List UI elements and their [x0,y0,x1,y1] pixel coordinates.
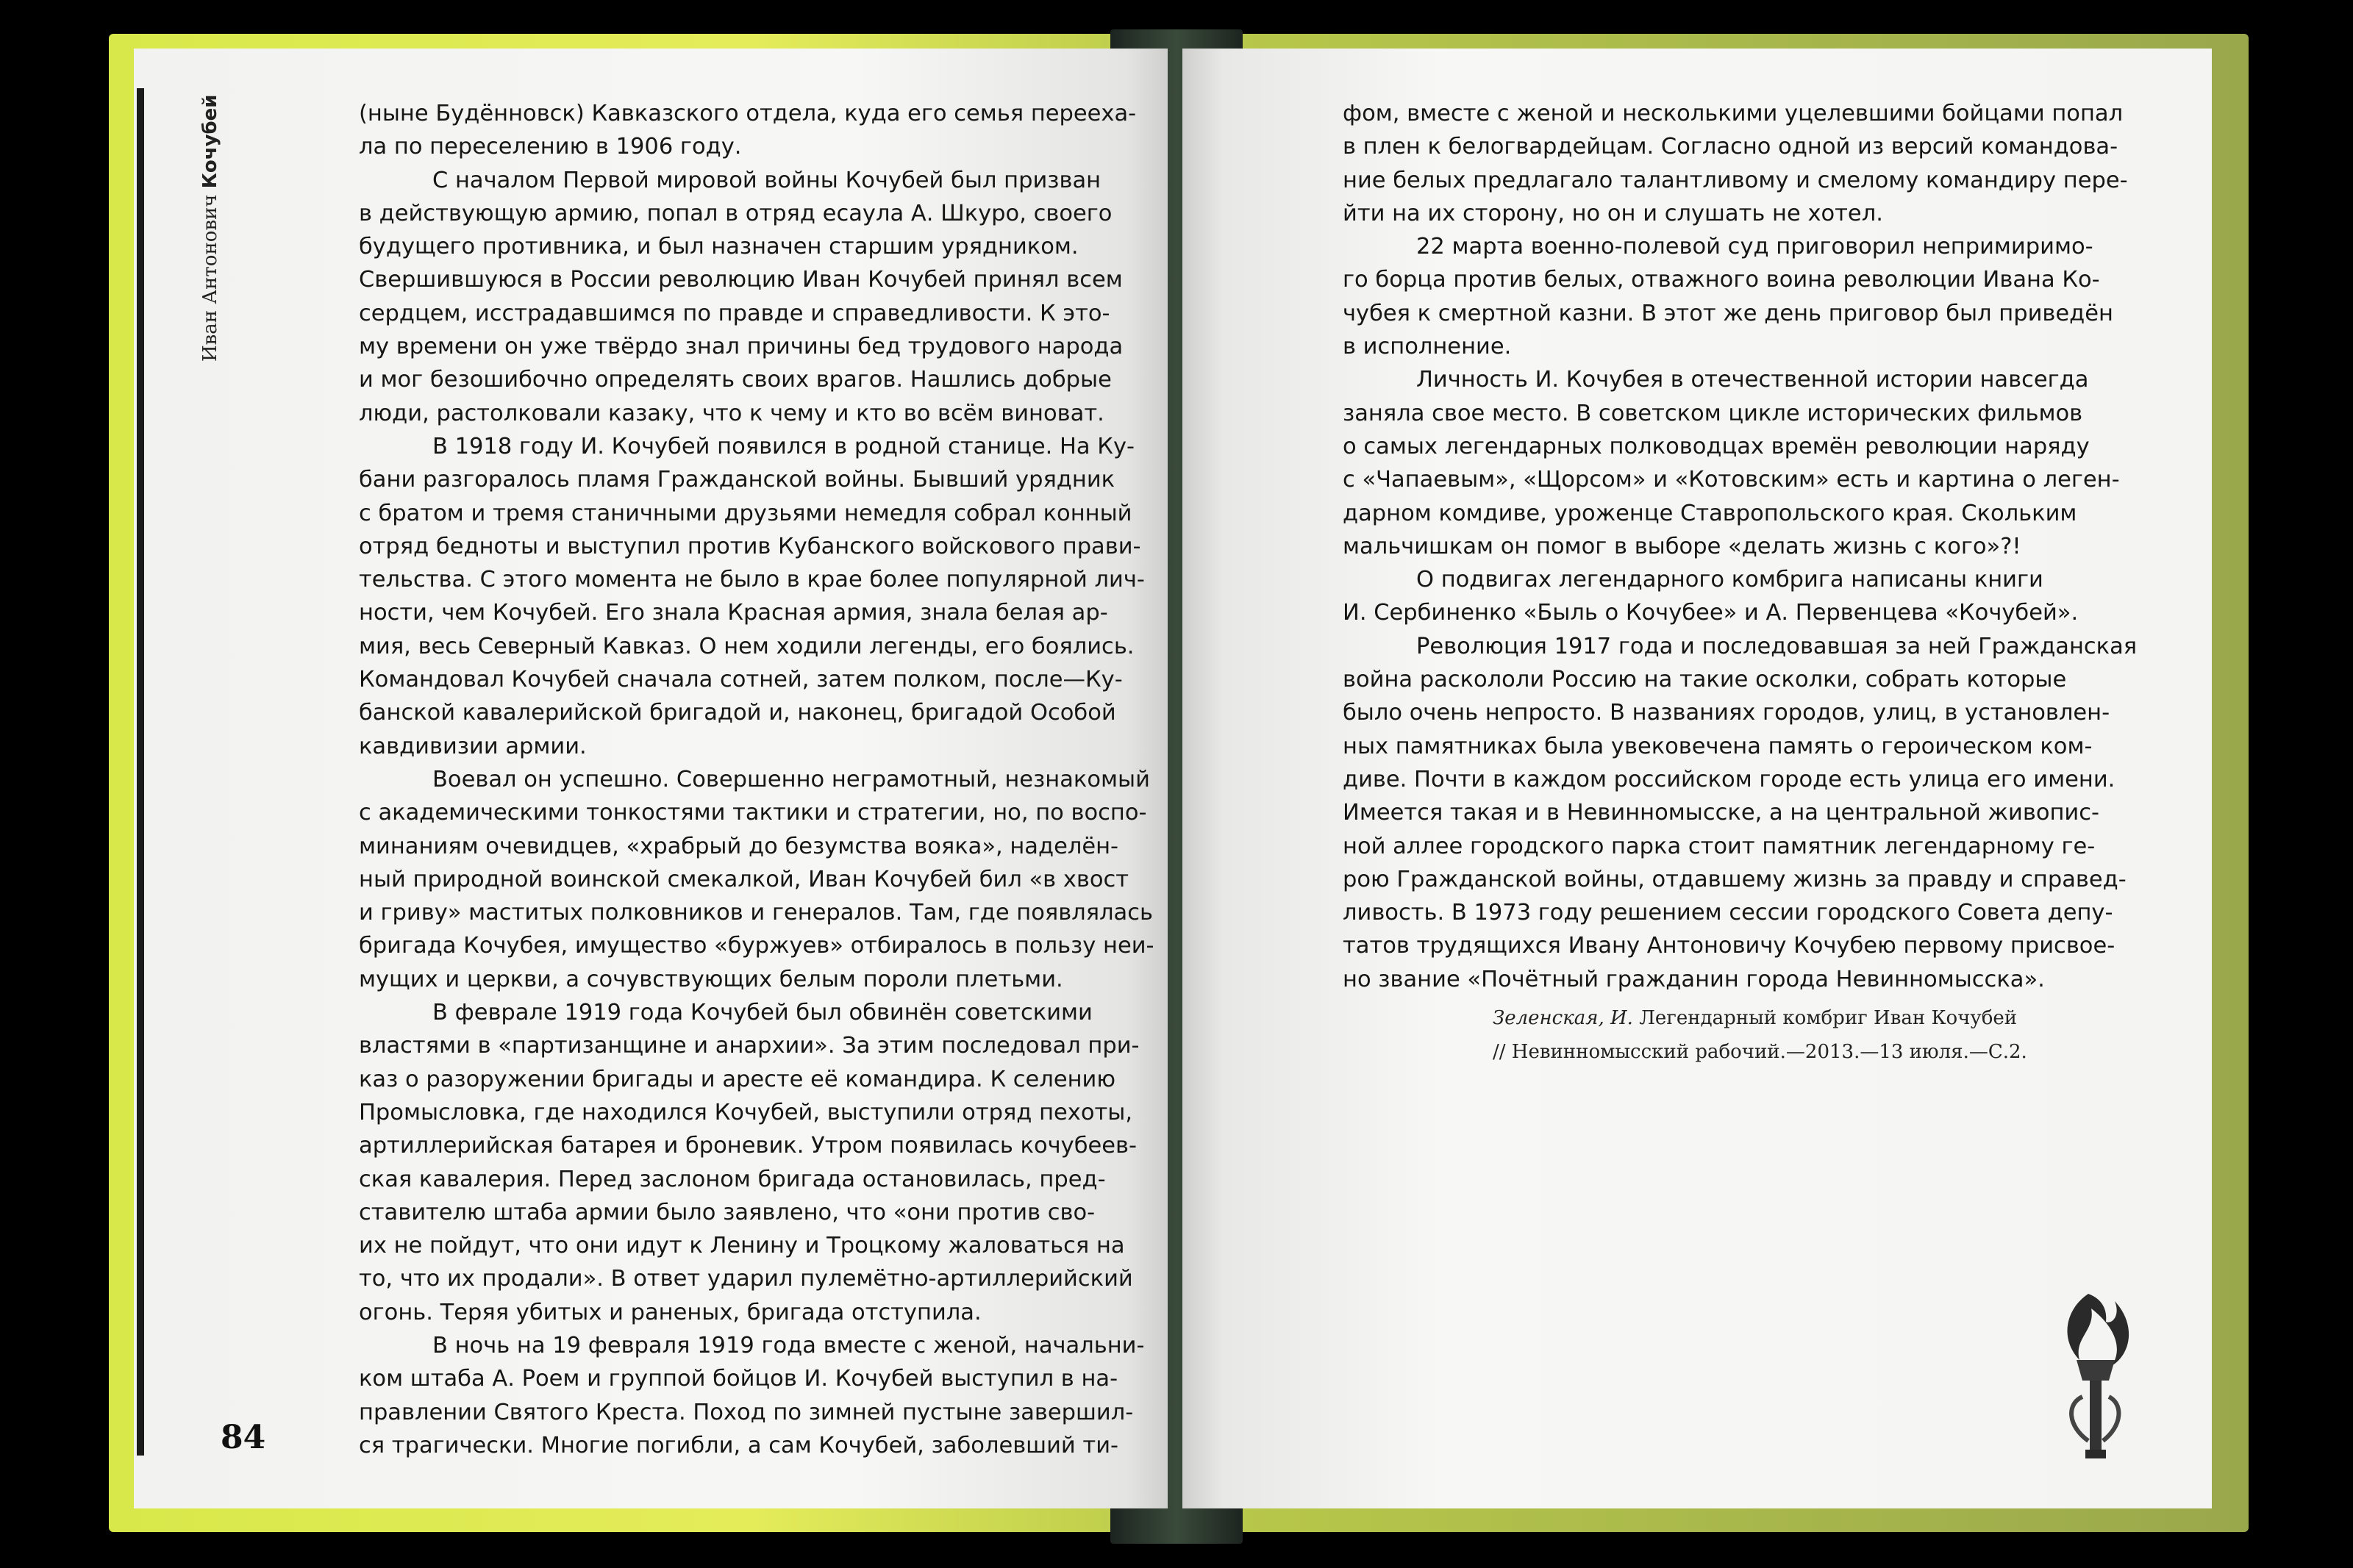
left_page-line: сердцем, исстрадавшимся по правде и справедливости. К это- [359,300,1110,326]
left_page-line: тельства. С этого момента не было в крае более популярной лич- [359,567,1145,593]
left_page-line: то, что их продали». В ответ ударил пулемётно-артиллерийский [359,1266,1133,1292]
citation-author: Зеленская, И. [1493,1007,1633,1029]
right_page-line: мальчишкам он помог в выборе «делать жизнь с кого»?! [1343,533,2021,559]
citation [1493,1001,2027,1069]
right_page-line: дарном комдиве, уроженце Ставропольского края. Скольким [1343,500,2077,526]
right_page-line: с «Чапаевым», «Щорсом» и «Котовским» есть и картина о леген- [1343,467,2120,493]
left_page-line: минаниям очевидцев, «храбрый до безумства вояка», наделён- [359,833,1119,859]
left_page-line: и мог безошибочно определять своих врагов. Нашлись добрые [359,367,1112,393]
right_page-line: йти на их сторону, но он и слушать не хотел. [1343,200,1883,226]
left_page-line: и гриву» маститых полковников и генералов. Там, где появлялась [359,900,1153,926]
right_page-line: о самых легендарных полководцах времён революции наряду [1343,433,2090,459]
left_page-line: Свершившуюся в России революцию Иван Кочубей принял всем [359,267,1123,293]
right_page-line: ных памятниках была увековечена память о героическом ком- [1343,733,2093,759]
left_page-line: Воевал он успешно. Совершенно неграмотный, незнакомый [432,766,1150,792]
left_page-line: бригада Кочубея, имущество «буржуев» отбиралось в пользу неи- [359,933,1154,959]
left_page-line: В феврале 1919 года Кочубей был обвинён советскими [432,1000,1093,1026]
left_page-line: С началом Первой мировой войны Кочубей был призван [432,167,1101,193]
left_page-line: с братом и тремя станичными друзьями немедля собрал конный [359,500,1132,526]
left_page-line: в действующую армию, попал в отряд есаула А. Шкуро, своего [359,200,1113,226]
right_page-line: война раскололи Россию на такие осколки, собрать которые [1343,667,2067,693]
right_page-line: фом, вместе с женой и несколькими уцелевшими бойцами попал [1343,101,2124,126]
right_page-line: Личность И. Кочубея в отечественной истории навсегда [1416,367,2089,393]
left_page-line: ный природной воинской смекалкой, Иван Кочубей бил «в хвост [359,866,1129,892]
right-page-text [1343,97,2137,996]
left_page-line: Промысловка, где находился Кочубей, выступили отряд пехоты, [359,1099,1133,1125]
right_page-line: Имеется такая и в Невинномысске, а на центральной живопис- [1343,800,2100,826]
page-number: 84 [221,1419,266,1456]
right_page-line: заняла свое место. В советском цикле исторических фильмов [1343,400,2083,426]
right_page-line: диве. Почти в каждом российском городе есть улица его имени. [1343,766,2115,792]
right_page-line: И. Сербиненко «Быль о Кочубее» и А. Первенцева «Кочубей». [1343,600,2079,626]
running-head-surname: Кочубей [199,94,221,189]
left_page-line: каз о разоружении бригады и аресте её командира. К селению [359,1066,1116,1092]
right_page-line: татов трудящихся Ивану Антоновичу Кочубею первому присвое- [1343,933,2115,959]
right_page-line: О подвигах легендарного комбрига написаны книги [1416,567,2043,593]
left_page-line: с академическими тонкостями тактики и стратегии, но, по воспо- [359,800,1147,826]
left_page-line: ставителю штаба армии было заявлено, что «они против сво- [359,1199,1096,1225]
right_page-line: чубея к смертной казни. В этот же день приговор был приведён [1343,300,2113,326]
left_page-line: ком штаба А. Роем и группой бойцов И. Кочубей выступил в на- [359,1366,1118,1392]
citation-line-1 [1493,1001,2027,1035]
right_page-line: го борца против белых, отважного воина революции Ивана Ко- [1343,267,2100,293]
left_page-line: му времени он уже твёрдо знал причины бед трудового народа [359,334,1124,360]
left_page-line: В 1918 году И. Кочубей появился в родной станице. На Ку- [432,433,1135,459]
left_page-line: будущего противника, и был назначен старшим урядником. [359,234,1079,260]
right_page-line: ливость. В 1973 году решением сессии городского Совета депу- [1343,900,2113,926]
left_page-line: мущих и церкви, а сочувствующих белым пороли плетьми. [359,966,1063,992]
left_page-line: отряд бедноты и выступил против Кубанского войскового прави- [359,533,1141,559]
left_page-line: Командовал Кочубей сначала сотней, затем полком, после—Ку- [359,667,1123,693]
left_page-line: властями в «партизанщине и анархии». За этим последовал при- [359,1033,1140,1059]
right_page-line: Революция 1917 года и последовавшая за ней Гражданская [1416,633,2138,659]
right_page-line: ние белых предлагало талантливому и смелому командиру пере- [1343,167,2128,193]
right_page-line: рою Гражданской войны, отдавшему жизнь за правду и справед- [1343,866,2127,892]
left_page-line: (ныне Будённовск) Кавказского отдела, куда его семья перееха- [359,101,1137,126]
citation-source: // Невинномысский рабочий.—2013.—13 июля.—С.2. [1493,1041,2027,1063]
page-edge-shadow [137,88,144,1456]
left_page-line: бани разгоралось пламя Гражданской войны. Бывший урядник [359,467,1115,493]
right_page-line: в плен к белогвардейцам. Согласно одной из версий командова- [1343,134,2118,160]
left_page-line: ся трагически. Многие погибли, а сам Кочубей, заболевший ти- [359,1432,1119,1458]
left_page-line: ности, чем Кочубей. Его знала Красная армия, знала белая ар- [359,600,1108,626]
left_page-line: ла по переселению в 1906 году. [359,134,742,160]
right_page-line: в исполнение. [1343,334,1512,360]
left_page-line: В ночь на 19 февраля 1919 года вместе с женой, начальни- [432,1332,1145,1358]
right_page-line: ной аллее городского парка стоит памятник легендарному ге- [1343,833,2096,859]
right_page-line: но звание «Почётный гражданин города Невинномысска». [1343,966,2045,992]
left_page-line: мия, весь Северный Кавказ. О нем ходили легенды, его боялись. [359,633,1135,659]
left_page-line: люди, растолковали казаку, что к чему и кто во всём виноват. [359,400,1104,426]
left_page-line: кавдивизии армии. [359,733,587,759]
citation-title: Легендарный комбриг Иван Кочубей [1639,1007,2018,1029]
left_page-line: огонь. Теряя убитых и раненых, бригада отступила. [359,1299,982,1325]
left_page-line: их не пойдут, что они идут к Ленину и Троцкому жаловаться на [359,1233,1125,1259]
torch-icon [2044,1279,2140,1463]
left_page-line: правлении Святого Креста. Поход по зимней пустыне завершил- [359,1399,1134,1425]
left_page-line: банской кавалерийской бригадой и, наконец, бригадой Особой [359,700,1116,726]
running-head-name: Иван Антонович [199,194,221,362]
left_page-line: артиллерийская батарея и броневик. Утром появилась кочубеев- [359,1133,1138,1159]
running-head [193,82,228,362]
right_page-line: 22 марта военно-полевой суд приговорил непримиримо- [1416,234,2093,260]
right_page-line: было очень непросто. В названиях городов, улиц, в установлен- [1343,700,2110,726]
left-page-text [359,97,1153,1462]
left_page-line: ская кавалерия. Перед заслоном бригада остановилась, пред- [359,1166,1106,1192]
